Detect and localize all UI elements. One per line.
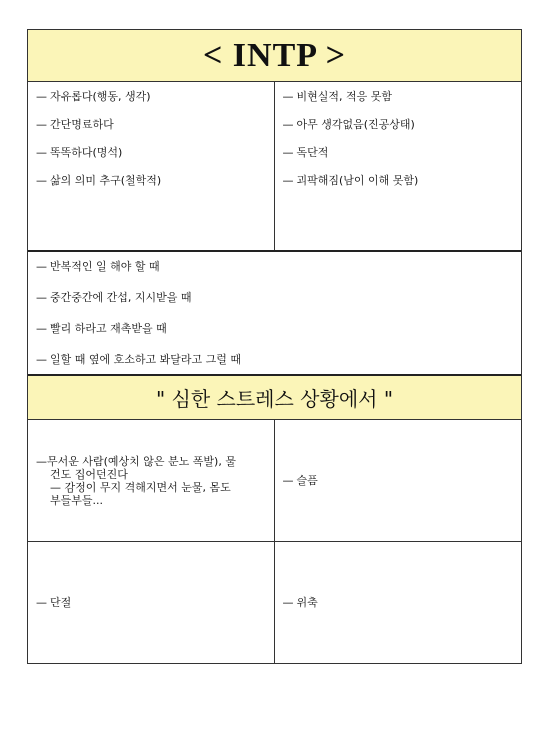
list-item: — 빨리 하라고 재촉받을 때 xyxy=(36,322,167,335)
multiline-text: —무서운 사람(예상치 않은 분노 폭발), 물 건도 집어던진다 — 감정이 무지 격해지면서 눈물, 몸도 부들부들... xyxy=(36,454,236,507)
dash-marker: — xyxy=(282,118,294,131)
stress-triggers xyxy=(28,252,521,376)
severe-cell-anger xyxy=(28,420,275,541)
list-item: — 독단적 xyxy=(282,146,329,159)
dash-marker: — xyxy=(36,353,47,366)
intp-sheet xyxy=(27,29,522,664)
list-item: — 괴팍해짐(남이 이해 못함) xyxy=(282,174,419,187)
list-item: — 간단명료하다 xyxy=(36,118,114,131)
list-item: — 삶의 의미 추구(철학적) xyxy=(36,174,162,187)
traits-section xyxy=(28,82,521,252)
dash-marker: — xyxy=(282,174,294,187)
dash-marker: — xyxy=(282,595,294,609)
dash-marker: — xyxy=(36,595,47,609)
dash-marker: — xyxy=(36,454,47,468)
dash-marker: — xyxy=(282,146,294,159)
traits-negative xyxy=(275,82,522,250)
severe-cell-withdraw: — 위축 xyxy=(282,595,318,609)
severe-cell-disconnect: — 단절 xyxy=(28,542,275,663)
dash-marker: — xyxy=(36,174,47,187)
severe-row-1 xyxy=(28,420,521,542)
dash-marker: — xyxy=(36,118,47,131)
dash-marker: — xyxy=(36,291,47,304)
severe-row-2 xyxy=(28,542,521,663)
list-item: — 중간중간에 간섭, 지시받을 때 xyxy=(36,291,192,304)
dash-marker: — xyxy=(36,90,47,103)
list-item: — 반복적인 일 해야 할 때 xyxy=(36,260,160,273)
list-item: — 똑똑하다(명석) xyxy=(36,146,123,159)
dash-marker: — xyxy=(36,260,47,273)
dash-marker: — xyxy=(36,322,47,335)
page-title: < INTP > xyxy=(28,30,521,82)
severe-cell-sadness: — 슬픔 xyxy=(282,473,318,487)
list-item: — 일할 때 옆에 호소하고 봐달라고 그럴 때 xyxy=(36,353,241,366)
list-item: — 아무 생각없음(진공상태) xyxy=(282,118,415,131)
list-item: — 비현실적, 적응 못함 xyxy=(282,90,392,103)
section-subtitle: " 심한 스트레스 상황에서 " xyxy=(28,376,521,420)
list-item: — 자유롭다(행동, 생각) xyxy=(36,90,151,103)
dash-marker: — xyxy=(282,473,294,487)
dash-marker: — xyxy=(36,146,47,159)
traits-positive xyxy=(28,82,275,250)
dash-marker: — xyxy=(282,90,294,103)
